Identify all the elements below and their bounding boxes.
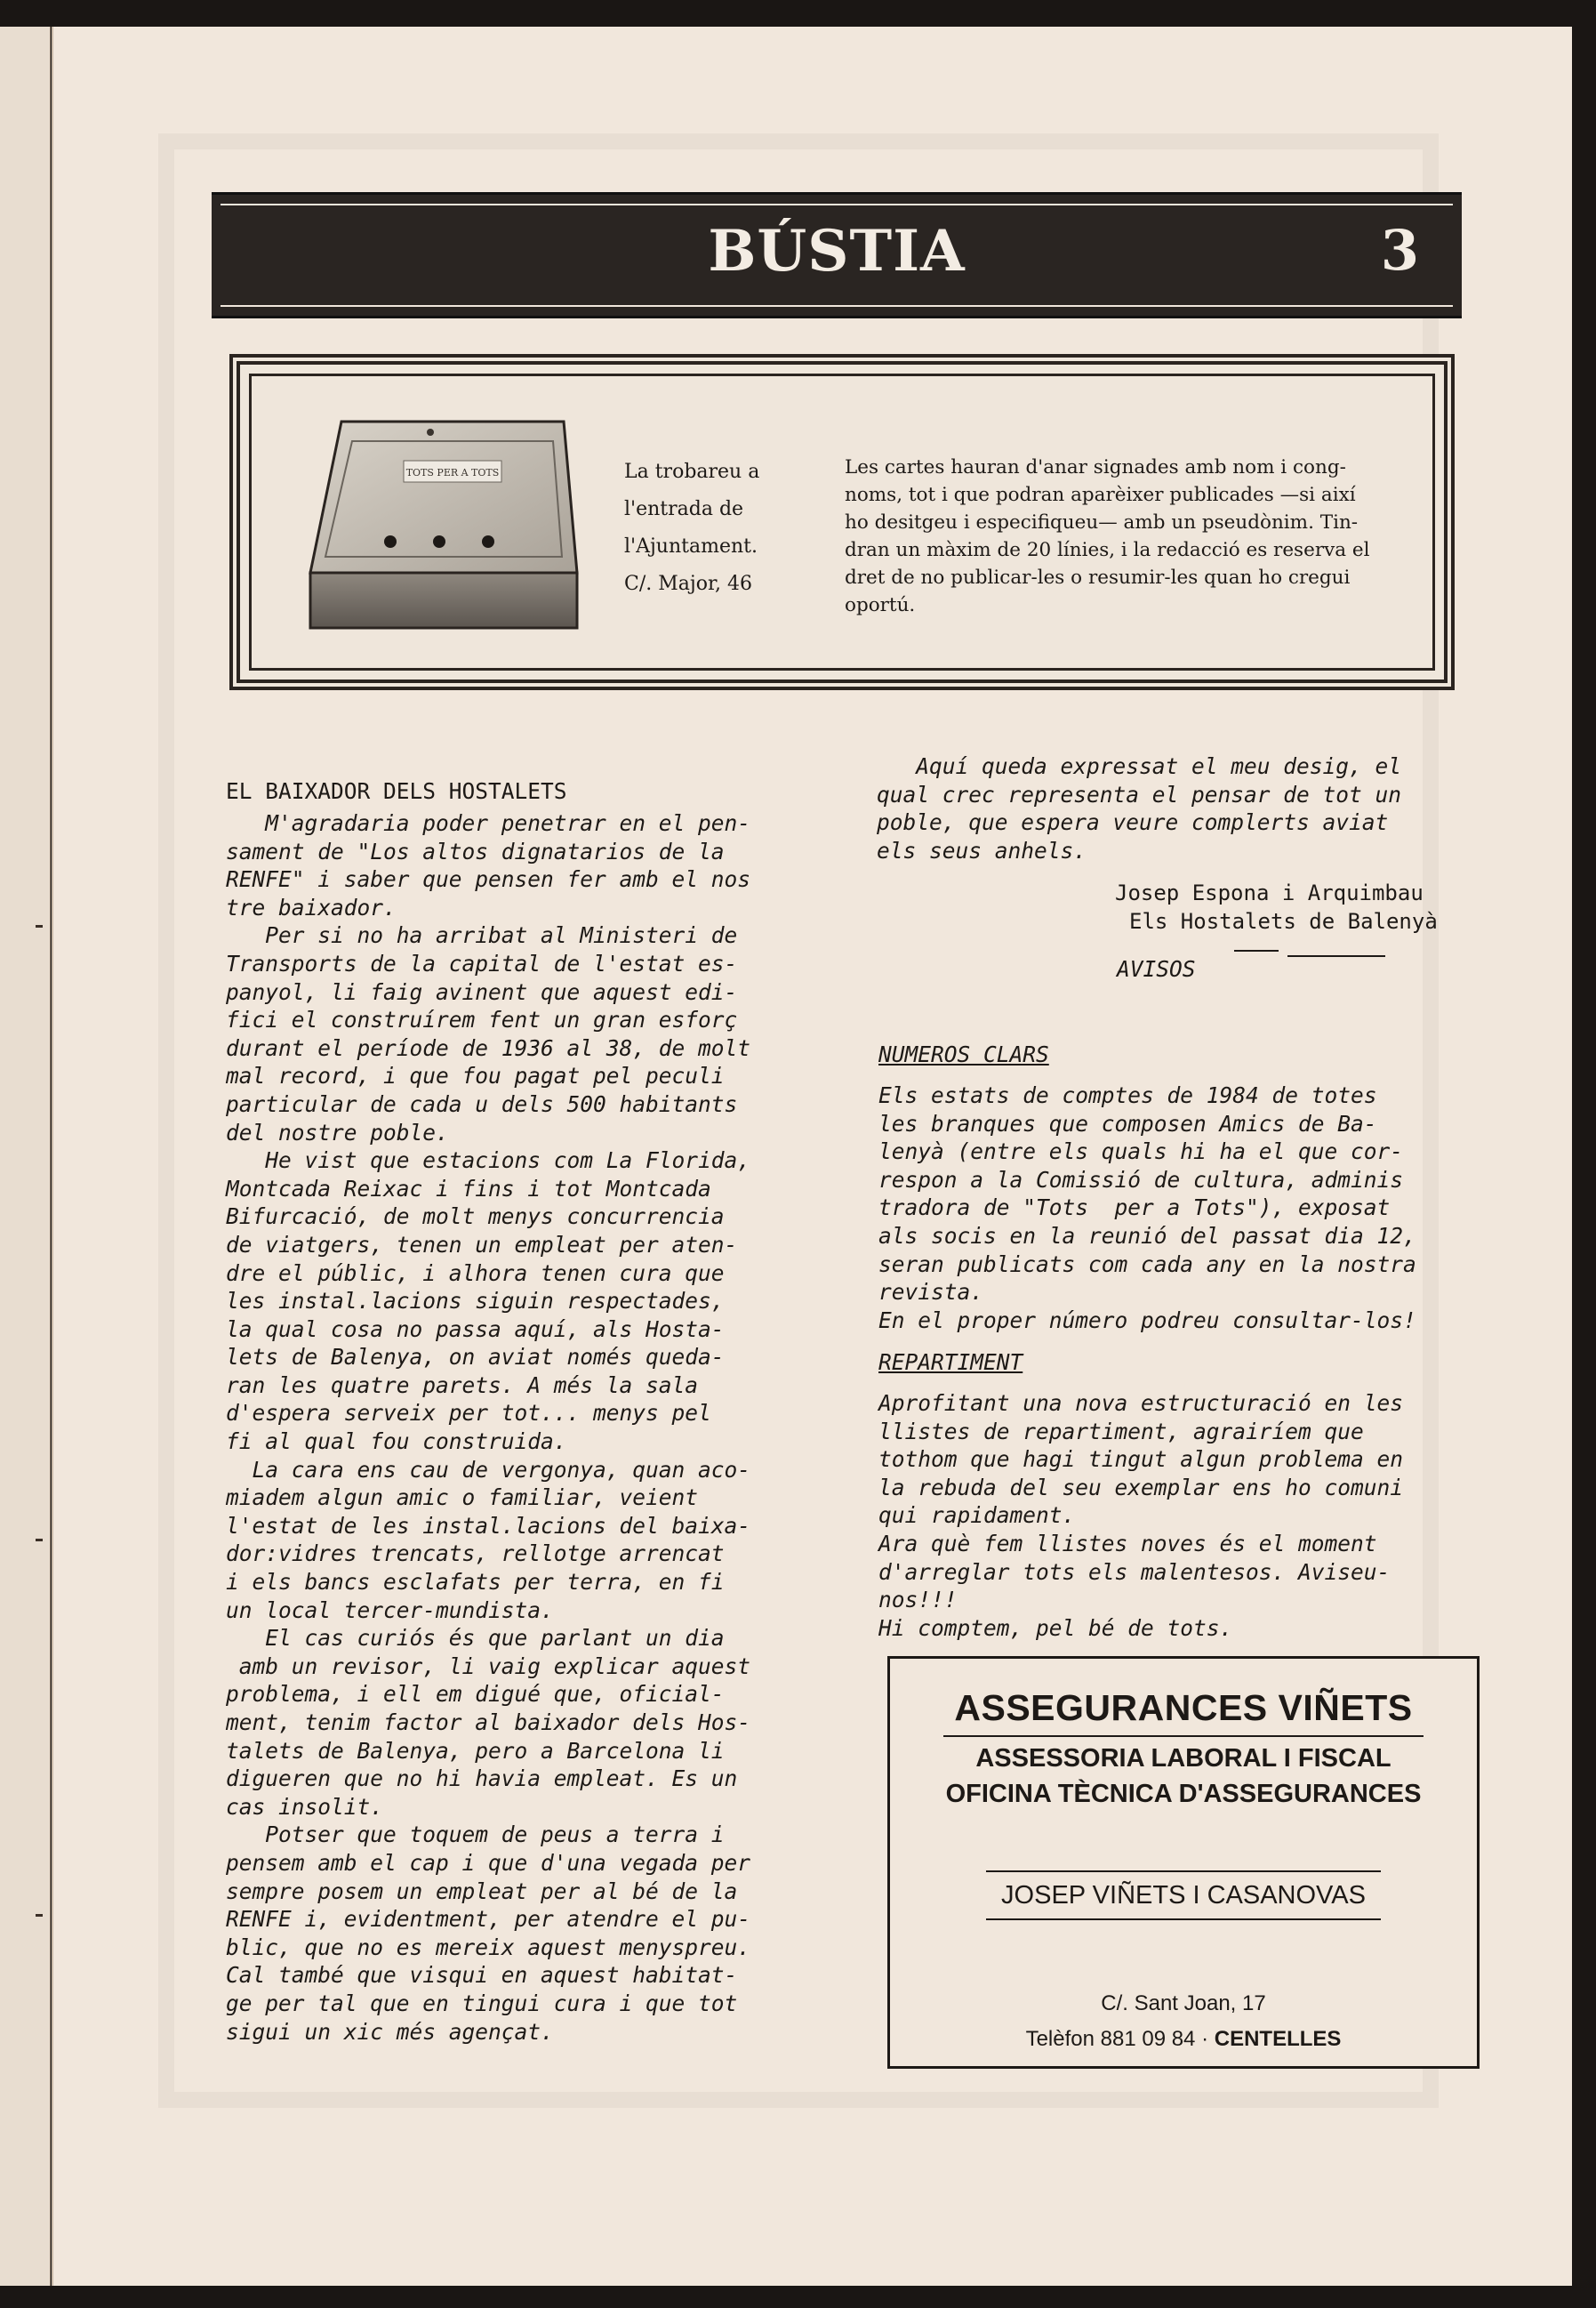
- text-line: del nostre poble.: [226, 1119, 449, 1146]
- text-line: mal record, i que fou pagat pel peculi: [226, 1063, 725, 1090]
- text-line: la rebuda del seu exemplar ens ho comuni: [878, 1474, 1404, 1500]
- text-line: als socis en la reunió del passat dia 12,: [878, 1222, 1416, 1249]
- text-line: llistes de repartiment, agrairíem que: [878, 1418, 1364, 1444]
- text-line: Hi comptem, pel bé de tots.: [878, 1614, 1233, 1641]
- text-line: Per si no ha arribat al Ministeri de: [226, 922, 738, 949]
- distribution-body: [878, 1389, 1403, 1642]
- text-line: les instal.lacions siguin respectades,: [226, 1288, 725, 1315]
- text-line: qual crec representa el pensar de tot un: [877, 781, 1402, 808]
- rules-line: dret de no publicar-les o resumir-les quan ho cregui: [845, 567, 1351, 589]
- text-line: la qual cosa no passa aquí, als Hosta-: [226, 1315, 725, 1342]
- text-line: revista.: [878, 1279, 984, 1306]
- notices-title: AVISOS: [1117, 956, 1196, 982]
- advert-company: ASSEGURANCES VIÑETS: [954, 1687, 1413, 1728]
- text-line: qui rapidament.: [878, 1502, 1076, 1529]
- text-line: problema, i ell em digué que, oficial-: [226, 1681, 725, 1708]
- page-number: 3: [1380, 218, 1419, 283]
- text-line: Montcada Reixac i fins i tot Montcada: [226, 1175, 711, 1202]
- text-line: talets de Balenya, pero a Barcelona li: [226, 1737, 725, 1764]
- text-line: RENFE i, evidentment, per atendre el pu-: [226, 1906, 751, 1933]
- text-line: Cal també que visqui en aquest habitat-: [226, 1962, 738, 1989]
- text-line: ran les quatre parets. A més la sala: [226, 1371, 699, 1398]
- rules-line: ho desitgeu i especifiqueu— amb un pseudònim. Tin-: [845, 511, 1359, 534]
- text-line: pensem amb el cap i que d'una vegada per: [226, 1849, 751, 1876]
- text-line: ment, tenim factor al baixador dels Hos-: [226, 1709, 751, 1735]
- text-line: un local tercer-mundista.: [226, 1596, 554, 1623]
- advert-town: CENTELLES: [1214, 2027, 1342, 2051]
- mailbox-label: TOTS PER A TOTS: [405, 467, 500, 478]
- letter-rules: [845, 454, 1414, 619]
- text-line: La cara ens cau de vergonya, quan aco-: [226, 1456, 751, 1483]
- text-line: dor:vidres trencats, rellotge arrencat: [226, 1540, 725, 1567]
- text-line: miadem algun amic o familiar, veient: [226, 1484, 699, 1511]
- location-line: C/. Major, 46: [624, 573, 753, 595]
- rules-line: noms, tot i que podran aparèixer publicades —si així: [845, 484, 1356, 506]
- text-line: tothom que hagi tingut algun problema en: [878, 1446, 1404, 1473]
- mailbox-photo: [306, 414, 581, 637]
- text-line: sament de "Los altos dignatarios de la: [226, 838, 725, 864]
- text-line: He vist que estacions com La Florida,: [226, 1147, 751, 1174]
- text-line: Bifurcació, de molt menys concurrencia: [226, 1203, 725, 1230]
- advert-phone: Telèfon 881 09 84 ·: [1025, 2027, 1215, 2051]
- letter-closing: [877, 752, 1401, 864]
- text-line: RENFE" i saber que pensen fer amb el nos: [226, 866, 751, 893]
- signature-place: Els Hostalets de Balenyà: [1129, 909, 1438, 934]
- text-line: fi al qual fou construida.: [226, 1428, 567, 1455]
- mailbox-location: [624, 454, 784, 603]
- text-line: blic, que no es mereix aquest menyspreu.: [226, 1934, 751, 1960]
- text-line: poble, que espera veure complerts aviat: [877, 809, 1389, 836]
- numbers-heading: NUMEROS CLARS: [878, 1041, 1049, 1067]
- text-line: tradora de "Tots per a Tots"), exposat: [878, 1194, 1391, 1221]
- text-line: d'espera serveix per tot... menys pel: [226, 1400, 711, 1427]
- text-line: particular de cada u dels 500 habitants: [226, 1090, 738, 1117]
- text-line: durant el període de 1936 al 38, de molt: [226, 1034, 751, 1061]
- text-line: panyol, li faig avinent que aquest edi-: [226, 978, 738, 1005]
- signature-name: Josep Espona i Arquimbau: [1115, 881, 1424, 905]
- location-line: La trobareu a: [624, 461, 760, 483]
- text-line: lets de Balenya, on aviat només queda-: [226, 1344, 725, 1371]
- section-header: [212, 192, 1462, 318]
- text-line: dre el públic, i alhora tenen cura que: [226, 1259, 725, 1286]
- signature-dash: [1287, 955, 1385, 957]
- insurance-advert: [887, 1656, 1480, 2069]
- section-title: BÚSTIA: [708, 218, 966, 285]
- text-line: lenyà (entre els quals hi ha el que cor-: [878, 1138, 1404, 1165]
- distribution-heading: REPARTIMENT: [878, 1349, 1023, 1375]
- text-line: Transports de la capital de l'estat es-: [226, 950, 738, 977]
- rules-line: oportú.: [845, 594, 916, 616]
- text-line: Aquí queda expressat el meu desig, el: [877, 753, 1402, 779]
- text-line: Els estats de comptes de 1984 de totes: [878, 1082, 1377, 1108]
- text-line: digueren que no hi havia empleat. Es un: [226, 1765, 738, 1792]
- advert-person: JOSEP VIÑETS I CASANOVAS: [1001, 1881, 1366, 1910]
- text-line: ge per tal que en tingui cura i que tot: [226, 1990, 738, 2016]
- rules-line: dran un màxim de 20 línies, i la redacció es reserva el: [845, 539, 1370, 561]
- text-line: Ara què fem llistes noves és el moment: [878, 1530, 1377, 1556]
- text-line: sempre posem un empleat per al bé de la: [226, 1878, 738, 1904]
- text-line: les branques que composen Amics de Ba-: [878, 1110, 1377, 1137]
- text-line: els seus anhels.: [877, 837, 1087, 864]
- text-line: i els bancs esclafats per terra, en fi: [226, 1569, 725, 1596]
- mailbox-notice: [229, 354, 1455, 690]
- text-line: de viatgers, tenen un empleat per aten-: [226, 1231, 738, 1258]
- text-line: l'estat de les instal.lacions del baixa-: [226, 1512, 751, 1539]
- advert-service: ASSESSORIA LABORAL I FISCAL: [975, 1744, 1391, 1773]
- advert-service: OFICINA TÈCNICA D'ASSEGURANCES: [945, 1780, 1422, 1808]
- advert-rule: [986, 1870, 1381, 1872]
- text-line: El cas curiós és que parlant un dia: [226, 1625, 725, 1652]
- text-line: nos!!!: [878, 1587, 958, 1613]
- advert-rule: [943, 1735, 1424, 1737]
- text-line: respon a la Comissió de cultura, adminis: [878, 1166, 1404, 1193]
- text-line: cas insolit.: [226, 1793, 384, 1820]
- text-line: M'agradaria poder penetrar en el pen-: [226, 810, 751, 836]
- rules-line: Les cartes hauran d'anar signades amb nom i cong-: [845, 456, 1346, 478]
- location-line: l'Ajuntament.: [624, 535, 758, 558]
- letter-body: [226, 809, 750, 2046]
- text-line: seran publicats com cada any en la nostra: [878, 1251, 1416, 1277]
- location-line: l'entrada de: [624, 498, 744, 520]
- text-line: amb un revisor, li vaig explicar aquest: [226, 1653, 751, 1679]
- advert-phone-line: [890, 2027, 1477, 2052]
- numbers-body: [878, 1082, 1416, 1334]
- text-line: sigui un xic més agençat.: [226, 2018, 554, 2045]
- advert-rule: [986, 1918, 1381, 1920]
- previous-page-edge: [0, 27, 51, 2286]
- text-line: fici el construírem fent un gran esforç: [226, 1007, 738, 1033]
- text-line: En el proper número podreu consultar-los!: [878, 1307, 1416, 1333]
- advert-address: C/. Sant Joan, 17: [1101, 1991, 1266, 2015]
- text-line: Potser que toquem de peus a terra i: [226, 1821, 725, 1848]
- text-line: d'arreglar tots els malentesos. Aviseu-: [878, 1558, 1391, 1585]
- letter-title: EL BAIXADOR DELS HOSTALETS: [226, 778, 567, 804]
- signature-dash: [1234, 950, 1279, 952]
- text-line: Aprofitant una nova estructuració en les: [878, 1390, 1404, 1416]
- text-line: tre baixador.: [226, 894, 397, 921]
